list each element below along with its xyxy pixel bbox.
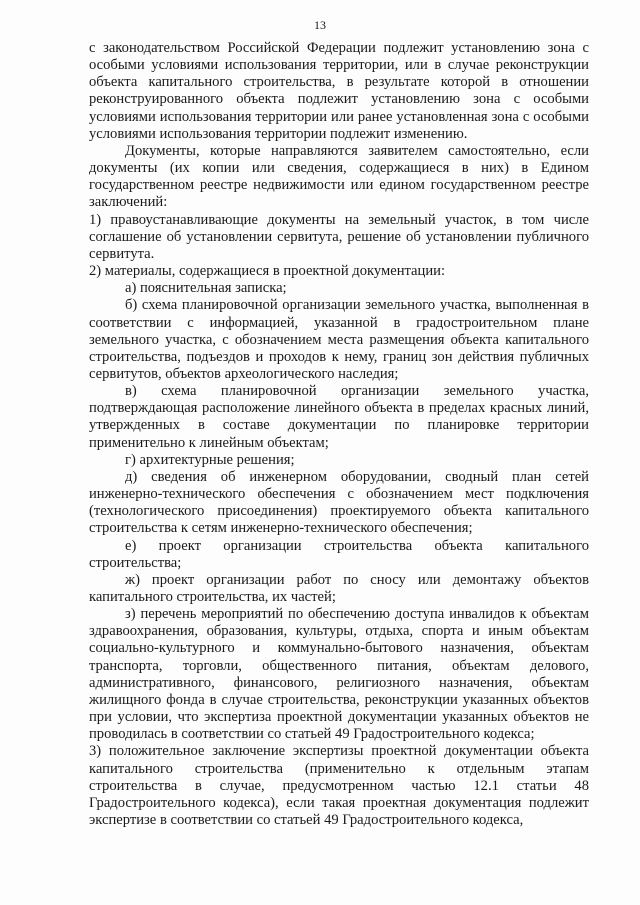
list-item-2b: б) схема планировочной организации земельного участка, выполненная в соответствии с информацией, указанной в градостроительном плане земельного участка, с обозначением места размещения объекта капитального строительства, подъездов и проходов к нему, границ зон действия публичных сервитутов, объектов археологического наследия; bbox=[89, 297, 589, 382]
paragraph-documents: Документы, которые направляются заявителем самостоятельно, если документы (их копии или сведения, содержащиеся в них) в Едином государственном реестре недвижимости или едином государственном реестре заключений: bbox=[89, 142, 589, 211]
list-item-2a: а) пояснительная записка; bbox=[125, 280, 287, 297]
list-item-1: 1) правоустанавливающие документы на земельный участок, в том числе соглашение об установлении сервитута, решение об установлении публичного сервитута. bbox=[89, 211, 589, 262]
page-number: 13 bbox=[314, 18, 326, 32]
list-item-2zh: ж) проект организации работ по сносу или демонтажу объектов капитального строительства, их частей; bbox=[89, 571, 589, 605]
list-item-2g: г) архитектурные решения; bbox=[125, 451, 295, 468]
list-item-2z: з) перечень мероприятий по обеспечению доступа инвалидов к объектам здравоохранения, образования, культуры, отдыха, спорта и иным объектам социально-культурного и коммунально-бытового назначения, объектам транспорта, торговли, общественного питания, объектам делового, административного, финансового, религиозного назначения, объектам жилищного фонда в случае строительства, реконструкции указанных объектов при условии, что экспертиза проектной документации указанных объектов не проводилась в соответствии со статьей 49 Градостроительного кодекса; bbox=[89, 606, 589, 743]
list-item-3: 3) положительное заключение экспертизы проектной документации объекта капитального строительства (применительно к отдельным этапам строительства в случае, предусмотренном частью 12.1 статьи 48 Градостроительного кодекса), если такая проектная документация подлежит экспертизе в соответствии со статьей 49 Градостроительного кодекса, bbox=[89, 743, 589, 829]
paragraph-intro: с законодательством Российской Федерации подлежит установлению зона с особыми условиями использования территории, или в случае реконструкции объекта капитального строительства, в результате которой в отношении реконструированного объекта подлежит установлению зона с особыми условиями использования территории или ранее установленная зона с особыми условиями использования территории подлежит изменению. bbox=[89, 40, 589, 142]
document-body bbox=[89, 40, 589, 829]
list-item-2v: в) схема планировочной организации земельного участка, подтверждающая расположение линейного объекта в пределах красных линий, утвержденных в составе документации по планировке территории применительно к линейным объектам; bbox=[89, 383, 589, 451]
list-item-2d: д) сведения об инженерном оборудовании, сводный план сетей инженерно-технического обеспечения с обозначением мест подключения (технологического присоединения) проектируемого объекта капитального строительства к сетям инженерно-технического обеспечения; bbox=[89, 468, 589, 537]
list-item-2: 2) материалы, содержащиеся в проектной документации: bbox=[89, 263, 446, 280]
list-item-2e: е) проект организации строительства объекта капитального строительства; bbox=[89, 537, 589, 571]
